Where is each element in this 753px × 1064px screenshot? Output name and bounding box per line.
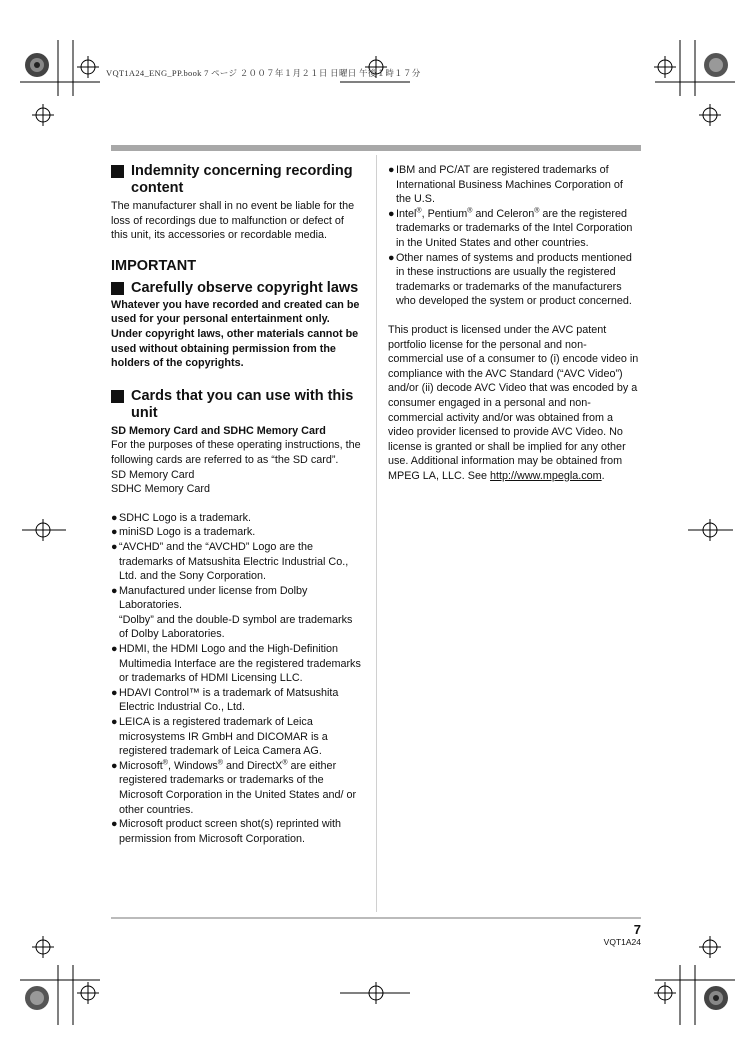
copyright-body: Whatever you have recorded and created can be used for your personal entertainment only. Under copyright laws, other materials cannot be used without obtaining permission from the holders of the copyrights. <box>111 298 360 370</box>
copyright-heading: Carefully observe copyright laws <box>111 280 363 297</box>
right-column <box>388 163 640 483</box>
bullet-icon: ● <box>111 511 118 524</box>
list-item: ● Intel®, Pentium® and Celeron® are the registered trademarks or trademarks of the Intel Corporation in the United States and other countries. <box>388 207 633 249</box>
card-sd: SD Memory Card <box>111 468 195 481</box>
bottom-rule <box>111 917 641 919</box>
bullet-icon: ● <box>111 584 118 597</box>
bullet-icon: ● <box>388 251 395 264</box>
cards-body: For the purposes of these operating instructions, the following cards are referred to as “the SD card”. <box>111 439 361 466</box>
page-code: VQT1A24 <box>603 937 641 947</box>
list-item: ● SDHC Logo is a trademark. <box>111 511 252 524</box>
square-bullet-icon <box>111 282 124 295</box>
bullet-icon: ● <box>111 716 118 729</box>
list-item: ● Microsoft®, Windows® and DirectX® are either registered trademarks or trademarks of the Microsoft Corporation in the United States and/ or other countries. <box>111 759 357 816</box>
indemnity-heading: Indemnity concerning recording content <box>111 163 363 197</box>
cards-heading: Cards that you can use with this unit <box>111 388 363 422</box>
dolby-note: “Dolby” and the double-D symbol are trademarks of Dolby Laboratories. <box>119 613 353 641</box>
bullet-icon: ● <box>111 540 118 553</box>
left-column <box>111 163 363 846</box>
list-item: ● HDMI, the HDMI Logo and the High-Definition Multimedia Interface are the registered trademarks or trademarks of HDMI Licensing LLC. <box>111 643 361 685</box>
card-sdhc: SDHC Memory Card <box>111 483 210 496</box>
trademark-list <box>111 511 363 847</box>
important-heading: IMPORTANT <box>111 257 197 274</box>
bullet-icon: ● <box>388 207 395 220</box>
list-item: ● HDAVI Control™ is a trademark of Matsushita Electric Industrial Co., Ltd. <box>111 686 339 714</box>
trademark-list-continued <box>388 163 640 309</box>
mpegla-link[interactable]: http://www.mpegla.com <box>490 469 602 482</box>
square-bullet-icon <box>111 165 124 178</box>
bullet-icon: ● <box>111 686 118 699</box>
column-divider <box>376 155 377 912</box>
top-rule <box>111 145 641 151</box>
bullet-icon: ● <box>388 164 395 176</box>
page-number: 7 <box>633 922 641 937</box>
indemnity-body: The manufacturer shall in no event be liable for the loss of recordings due to malfunction or defect of this unit, its accessories or recordable media. <box>111 200 355 242</box>
list-item: ● Microsoft product screen shot(s) reprinted with permission from Microsoft Corporation. <box>111 818 342 845</box>
list-item: ● Other names of systems and products mentioned in these instructions are usually the registered trademarks or trademarks of the manufacturers who developed the system or product concerned. <box>388 251 632 308</box>
list-item: ● IBM and PC/AT are registered trademarks of International Business Machines Corporation of the U.S. <box>388 164 623 206</box>
list-item: ● “AVCHD” and the “AVCHD” Logo are the trademarks of Matsushita Electric Industrial Co., Ltd. and the Sony Corporation. <box>111 540 349 583</box>
bullet-icon: ● <box>111 759 118 772</box>
bullet-icon: ● <box>111 818 118 831</box>
square-bullet-icon <box>111 390 124 403</box>
print-header: VQT1A24_ENG_PP.book 7 ページ ２００７年１月２１日 日曜日 午後１時１７分 <box>106 68 421 78</box>
avc-license-text: This product is licensed under the AVC patent portfolio license for the personal and non-commercial use of a consumer to (i) encode video in compliance with the AVC Standard (“AVC Video”) and/or (ii) decode AVC Video that was encoded by a consumer engaged in a personal and non-commercial activity and/or was obtained from a video provider licensed to provide AVC Video. No license is granted or shall be implied for any other use. Additional information may be obtained from MPEG LA, LLC. See http://www.mpegla.com. <box>388 323 639 482</box>
bullet-icon: ● <box>111 526 118 539</box>
list-item: ● Manufactured under license from Dolby Laboratories. “Dolby” and the double-D symbol are trademarks of Dolby Laboratories. <box>111 584 353 641</box>
bullet-icon: ● <box>111 643 118 656</box>
cards-subheading: SD Memory Card and SDHC Memory Card <box>111 424 326 437</box>
list-item: ● LEICA is a registered trademark of Leica microsystems IR GmbH and DICOMAR is a registered trademark of Leica Camera AG. <box>111 716 328 758</box>
list-item: ● miniSD Logo is a trademark. <box>111 526 256 539</box>
